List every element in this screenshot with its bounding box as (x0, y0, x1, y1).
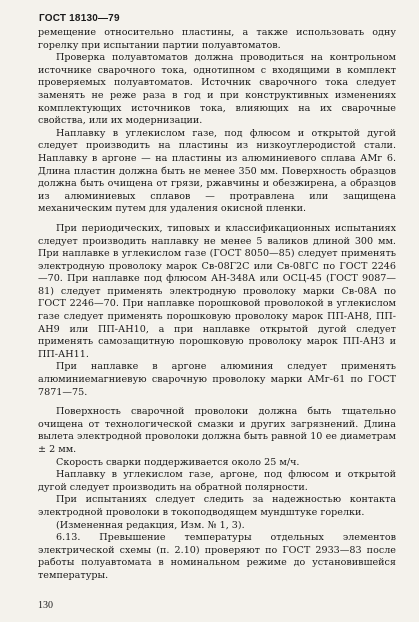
amendment-note: (Измененная редакция, Изм. № 1, 3). (56, 519, 245, 531)
paragraph-3: Наплавку в углекислом газе, под флюсом и открытой дугой следует производить на пластины из низкоуглеродистой стали. Наплавку в аргоне — на пластины из алюминиевого сплава АМг 6. Длина пластин должна быть не менее 350 мм. Поверхность образцов должна быть очищена от грязи, ржавчины и обезжирена, а образцов из алюминиевых сплавов — протравлена или защищена механическим путем для удаления окисной пленки. (38, 127, 396, 215)
document-body (38, 27, 396, 583)
paragraph-6: Поверхность сварочной проволоки должна быть тщательно очищена от технологической смазки и других загрязнений. Длина вылета электродной проволоки должна быть равной 10 ее диаметрам ± 2 мм. (38, 406, 396, 455)
paragraph-7: Скорость сварки поддерживается около 25 м/ч. (56, 456, 300, 468)
page-number: 130 (38, 600, 53, 611)
paragraph-8: Наплавку в углекислом газе, аргоне, под флюсом и открытой дугой следует производить на обратной полярности. (38, 469, 396, 493)
paragraph-5: При наплавке в аргоне алюминия следует применять алюминиемагниевую сварочную проволоку марки АМг-61 по ГОСТ 7871—75. (38, 361, 396, 398)
standard-header: ГОСТ 18130—79 (39, 13, 120, 24)
paragraph-2: Проверка полуавтоматов должна проводиться на контрольном источнике сварочного тока, однотипном с входящими в комплект проверяемых полуавтоматов. Источник сварочного тока следует заменять не реже раза в год и при конструктивных изменениях комплектующих источников тока, влияющих на их сварочные свойства, или их модернизации. (38, 52, 396, 127)
paragraph-9: При испытаниях следует следить за надежностью контакта электродной проволоки в токоподводящем мундштуке горелки. (38, 494, 396, 518)
paragraph-1: ремещение относительно пластины, а также использовать одну горелку при испытании партии полуавтоматов. (38, 27, 396, 51)
paragraph-4: При периодических, типовых и классификационных испытаниях следует производить наплавку не менее 5 валиков длиной 300 мм. При наплавке в углекислом газе (ГОСТ 8050—85) следует применять электродную проволоку марок Св-08Г2С или Св-08ГС по ГОСТ 2246—70. При наплавке под флюсом АН-348А или ОСЦ-45 (ГОСТ 9087—81) следует применять электродную проволоку марки Св-08А по ГОСТ 2246—70. При наплавке порошковой проволокой в углекислом газе следует применять порошковую проволоку марок ПП-АН8, ПП-АН9 или ПП-АН10, а при наплавке открытой дугой следует применять самозащитную порошковую проволоку марок ПП-АН3 и ПП-АН11. (38, 222, 396, 360)
paragraph-section-6-13: 6.13. Превышение температуры отдельных элементов электрической схемы (п. 2.10) проверяют по ГОСТ 2933—83 после работы полуавтомата в номинальном режиме до установившейся температуры. (38, 532, 396, 581)
